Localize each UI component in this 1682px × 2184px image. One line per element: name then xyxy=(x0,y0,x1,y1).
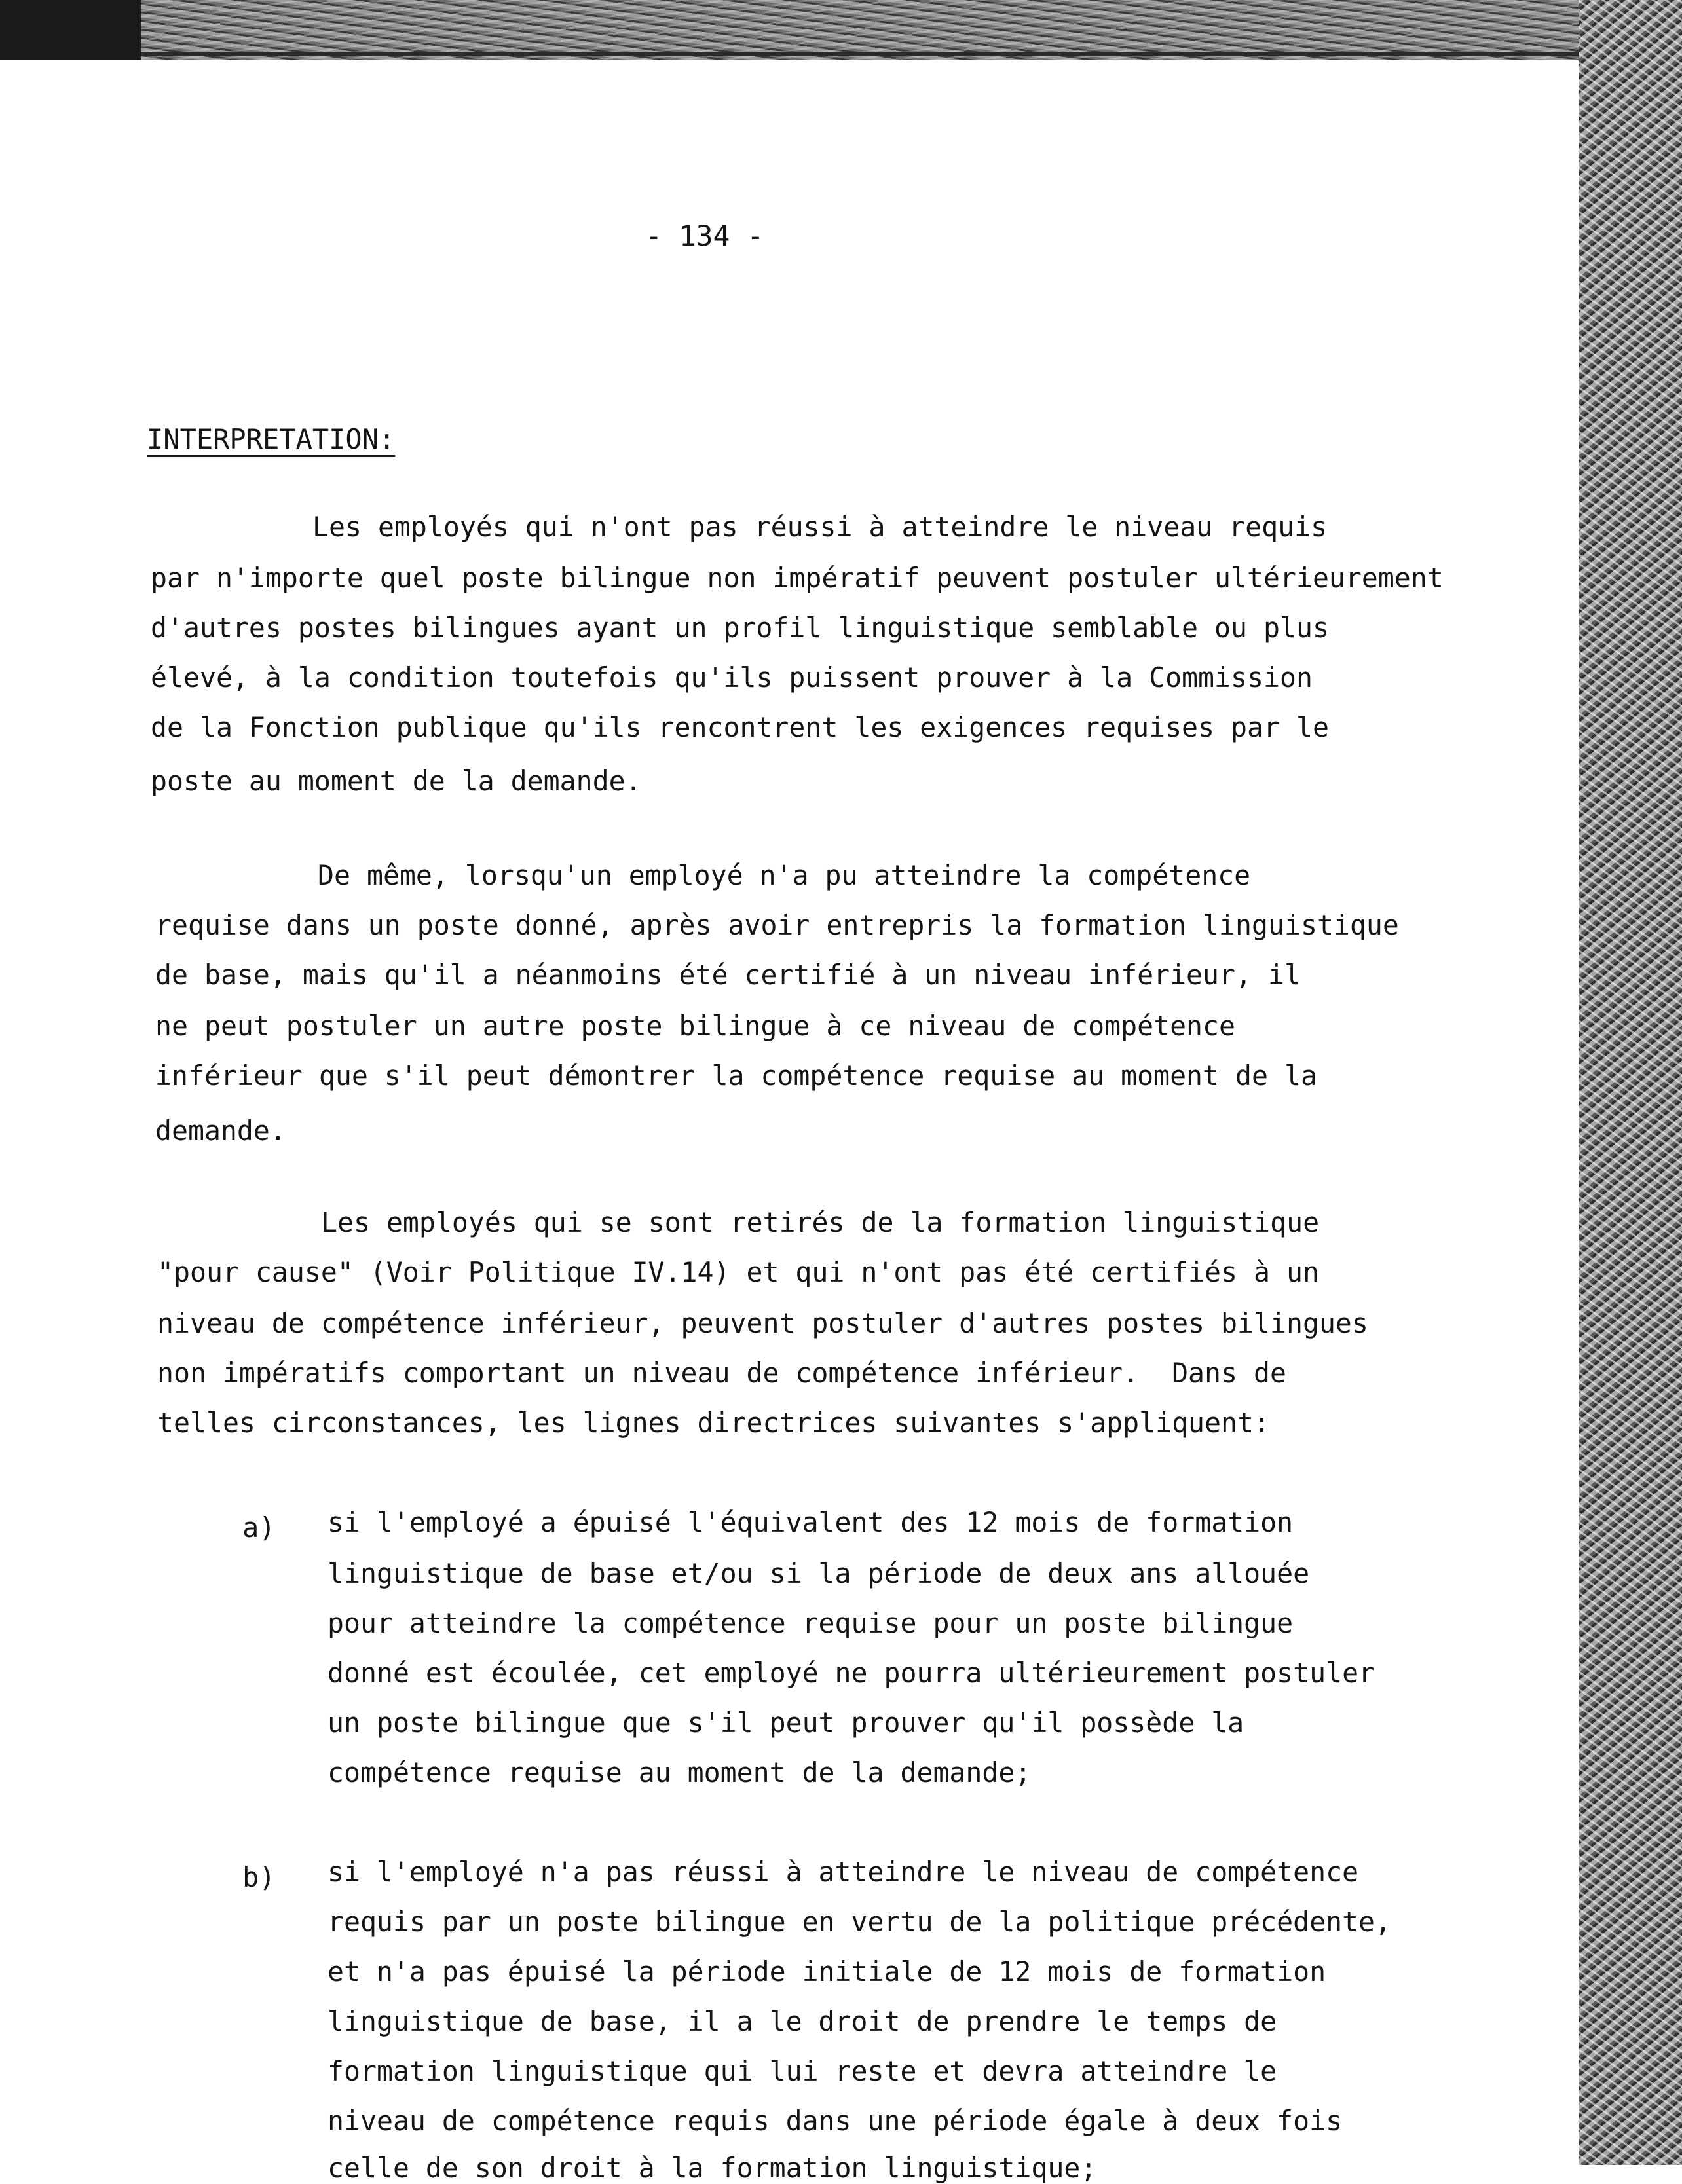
text-line: celle de son droit à la formation linguistique; xyxy=(327,2152,1097,2184)
text-line: telles circonstances, les lignes directrices suivantes s'appliquent: xyxy=(157,1407,1270,1439)
text-line: donné est écoulée, cet employé ne pourra ultérieurement postuler xyxy=(327,1657,1375,1689)
text-line: si l'employé a épuisé l'équivalent des 12 mois de formation xyxy=(327,1506,1294,1538)
item-label: b) xyxy=(242,1861,276,1893)
item-label: a) xyxy=(242,1511,276,1544)
text-line: compétence requise au moment de la demande; xyxy=(327,1756,1032,1788)
text-line: niveau de compétence requis dans une période égale à deux fois xyxy=(327,2105,1343,2137)
text-line: linguistique de base, il a le droit de prendre le temps de xyxy=(327,2005,1277,2037)
text-line: un poste bilingue que s'il peut prouver qu'il possède la xyxy=(327,1707,1244,1739)
text-line: si l'employé n'a pas réussi à atteindre le niveau de compétence xyxy=(327,1856,1359,1888)
text-line: requis par un poste bilingue en vertu de la politique précédente, xyxy=(327,1906,1392,1938)
section-heading: INTERPRETATION: xyxy=(147,423,396,455)
text-line: De même, lorsqu'un employé n'a pu atteindre la compétence xyxy=(318,859,1251,891)
text-line: niveau de compétence inférieur, peuvent postuler d'autres postes bilingues xyxy=(157,1307,1368,1339)
text-line: ne peut postuler un autre poste bilingue à ce niveau de compétence xyxy=(155,1010,1236,1042)
text-line: et n'a pas épuisé la période initiale de 12 mois de formation xyxy=(327,1955,1326,1988)
text-line: formation linguistique qui lui reste et devra atteindre le xyxy=(327,2055,1277,2087)
text-line: par n'importe quel poste bilingue non impératif peuvent postuler ultérieurement xyxy=(151,562,1444,594)
page-number: - 134 - xyxy=(645,220,764,253)
text-line: demande. xyxy=(155,1115,286,1147)
text-line: de base, mais qu'il a néanmoins été certifié à un niveau inférieur, il xyxy=(155,959,1301,991)
paper-edge xyxy=(141,52,1579,56)
text-line: poste au moment de la demande. xyxy=(151,765,642,797)
text-line: inférieur que s'il peut démontrer la compétence requise au moment de la xyxy=(155,1060,1317,1092)
text-line: non impératifs comportant un niveau de compétence inférieur. Dans de xyxy=(157,1357,1286,1389)
text-line: "pour cause" (Voir Politique IV.14) et qui n'ont pas été certifiés à un xyxy=(157,1256,1319,1288)
scan-border-top xyxy=(0,0,1682,60)
text-line: linguistique de base et/ou si la période de deux ans allouée xyxy=(327,1557,1310,1589)
text-line: d'autres postes bilingues ayant un profil linguistique semblable ou plus xyxy=(151,612,1329,644)
text-line: pour atteindre la compétence requise pour un poste bilingue xyxy=(327,1607,1294,1639)
text-line: de la Fonction publique qu'ils rencontrent les exigences requises par le xyxy=(151,711,1329,743)
text-line: Les employés qui se sont retirés de la formation linguistique xyxy=(321,1206,1320,1238)
text-line: requise dans un poste donné, après avoir entrepris la formation linguistique xyxy=(155,909,1399,941)
text-line: Les employés qui n'ont pas réussi à atteindre le niveau requis xyxy=(312,511,1328,543)
scan-corner-dark xyxy=(0,0,141,60)
scan-border-right xyxy=(1579,0,1682,2165)
text-line: élevé, à la condition toutefois qu'ils puissent prouver à la Commission xyxy=(151,661,1313,694)
